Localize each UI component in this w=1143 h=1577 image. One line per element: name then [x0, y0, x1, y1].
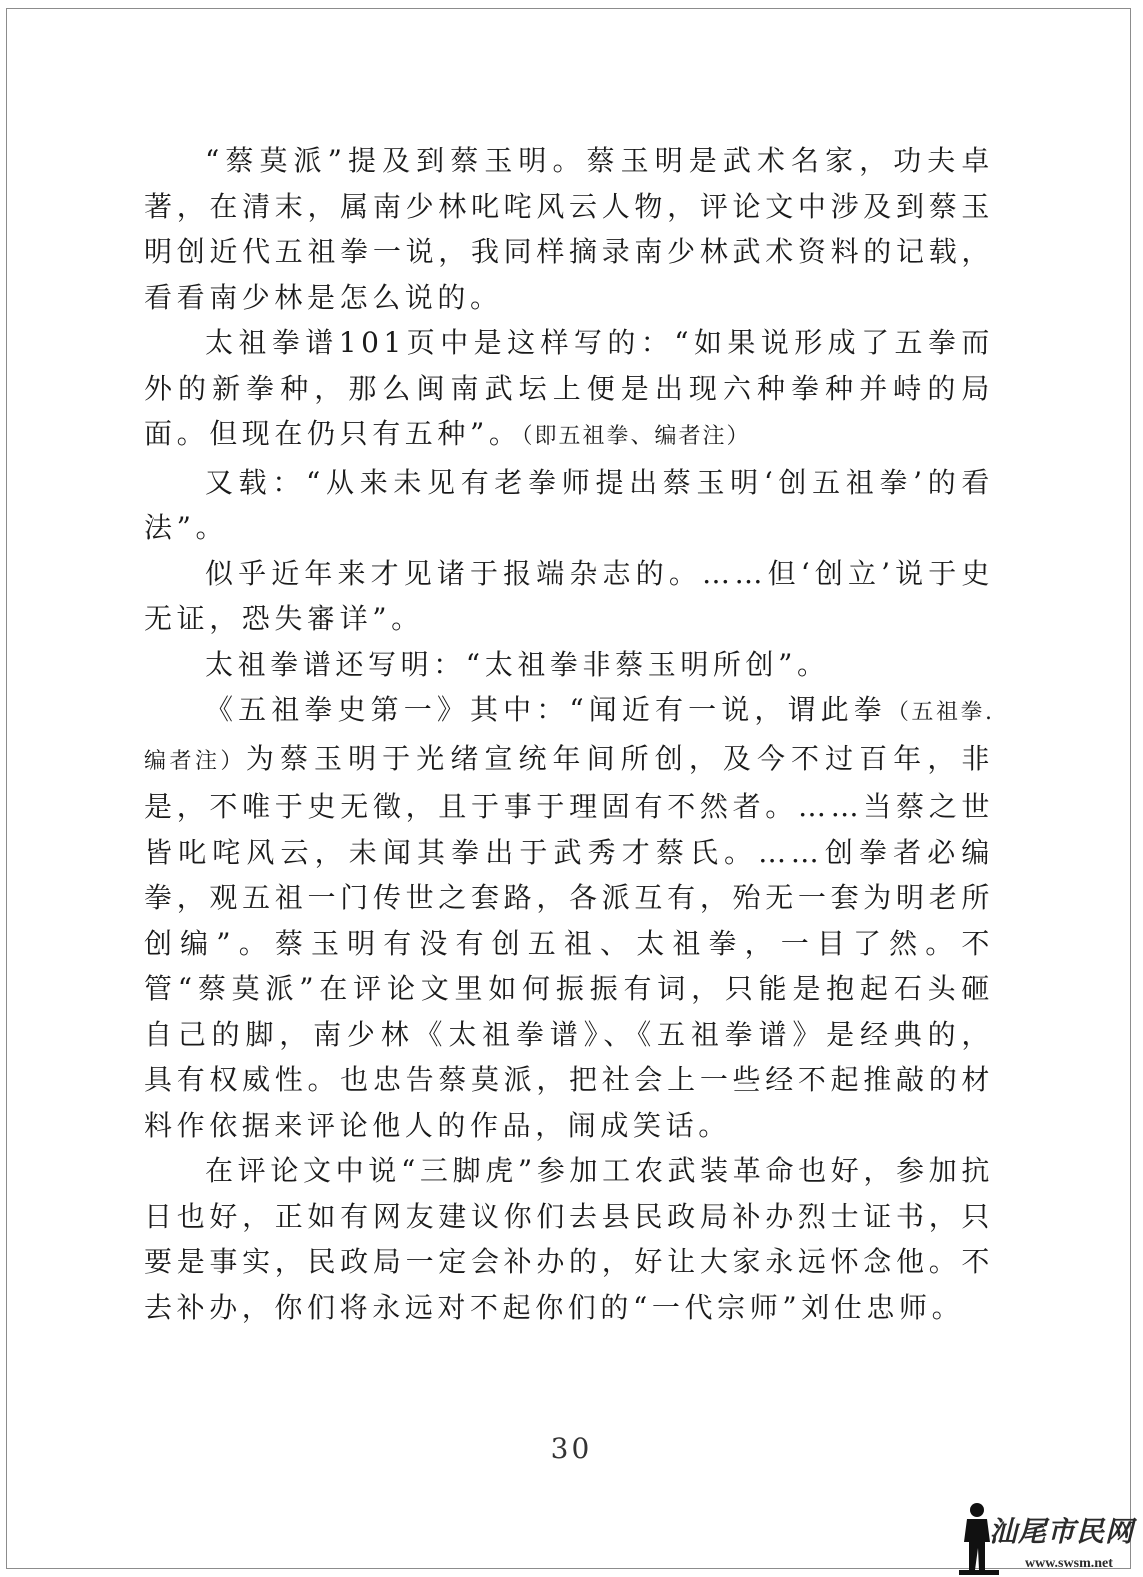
editor-note: （即五祖拳、编者注） — [521, 424, 751, 449]
document-body — [144, 138, 994, 1330]
site-watermark — [959, 1500, 1135, 1575]
paragraph-2-text: 太祖拳谱101页中是这样写的：“如果说形成了五拳而外的新拳种，那么闽南武坛上便是出现六种拳种并峙的局面。但现在仍只有五种”。 — [144, 326, 994, 450]
watermark-site-name: 汕尾市民网 — [989, 1515, 1135, 1548]
paragraph-7: 在评论文中说“三脚虎”参加工农武装革命也好，参加抗日也好，正如有网友建议你们去县民政局补办烈士证书，只要是事实，民政局一定会补办的，好让大家永远怀念他。不去补办，你们将永远对不起你们的“一代宗师”刘仕忠师。 — [144, 1154, 994, 1324]
paragraph-4: 似乎近年来才见诸于报端杂志的。……但‘创立’说于史无证，恐失審详”。 — [144, 556, 994, 635]
paragraph-6 — [144, 687, 994, 1148]
page-number: 30 — [550, 1432, 593, 1465]
paragraph-2 — [144, 320, 994, 460]
paragraph-6-text-after: 为蔡玉明于光绪宣统年间所创，及今不过百年，非是，不唯于史无徵，且于事于理固有不然者。……当蔡之世皆叱咤风云，未闻其拳出于武秀才蔡氏。……创拳者必编拳，观五祖一门传世之套路，各派互有，殆无一套为明老所创编”。蔡玉明有没有创五祖、太祖拳，一目了然。不管“蔡莫派”在评论文里如何振振有词，只能是抱起石头砸自己的脚，南少林《太祖拳谱》、《五祖拳谱》是经典的，具有权威性。也忠告蔡莫派，把社会上一些经不起推敲的材料作依据来评论他人的作品，闹成笑话。 — [144, 741, 994, 1142]
paragraph-3: 又载：“从来未见有老拳师提出蔡玉明‘创五祖拳’的看法”。 — [144, 465, 994, 544]
paragraph-5: 太祖拳谱还写明：“太祖拳非蔡玉明所创”。 — [205, 647, 830, 681]
paragraph-1: “蔡莫派”提及到蔡玉明。蔡玉明是武术名家，功夫卓著，在清末，属南少林叱咤风云人物，评论文中涉及到蔡玉明创近代五祖拳一说，我同样摘录南少林武术资料的记载，看看南少林是怎么说的。 — [144, 144, 994, 314]
watermark-url: www.swsm.net — [1025, 1556, 1113, 1571]
paragraph-6-text-before: 《五祖拳史第一》其中：“闻近有一说，谓此拳 — [205, 693, 887, 726]
editor-note: （五祖拳.编者注） — [144, 700, 994, 774]
